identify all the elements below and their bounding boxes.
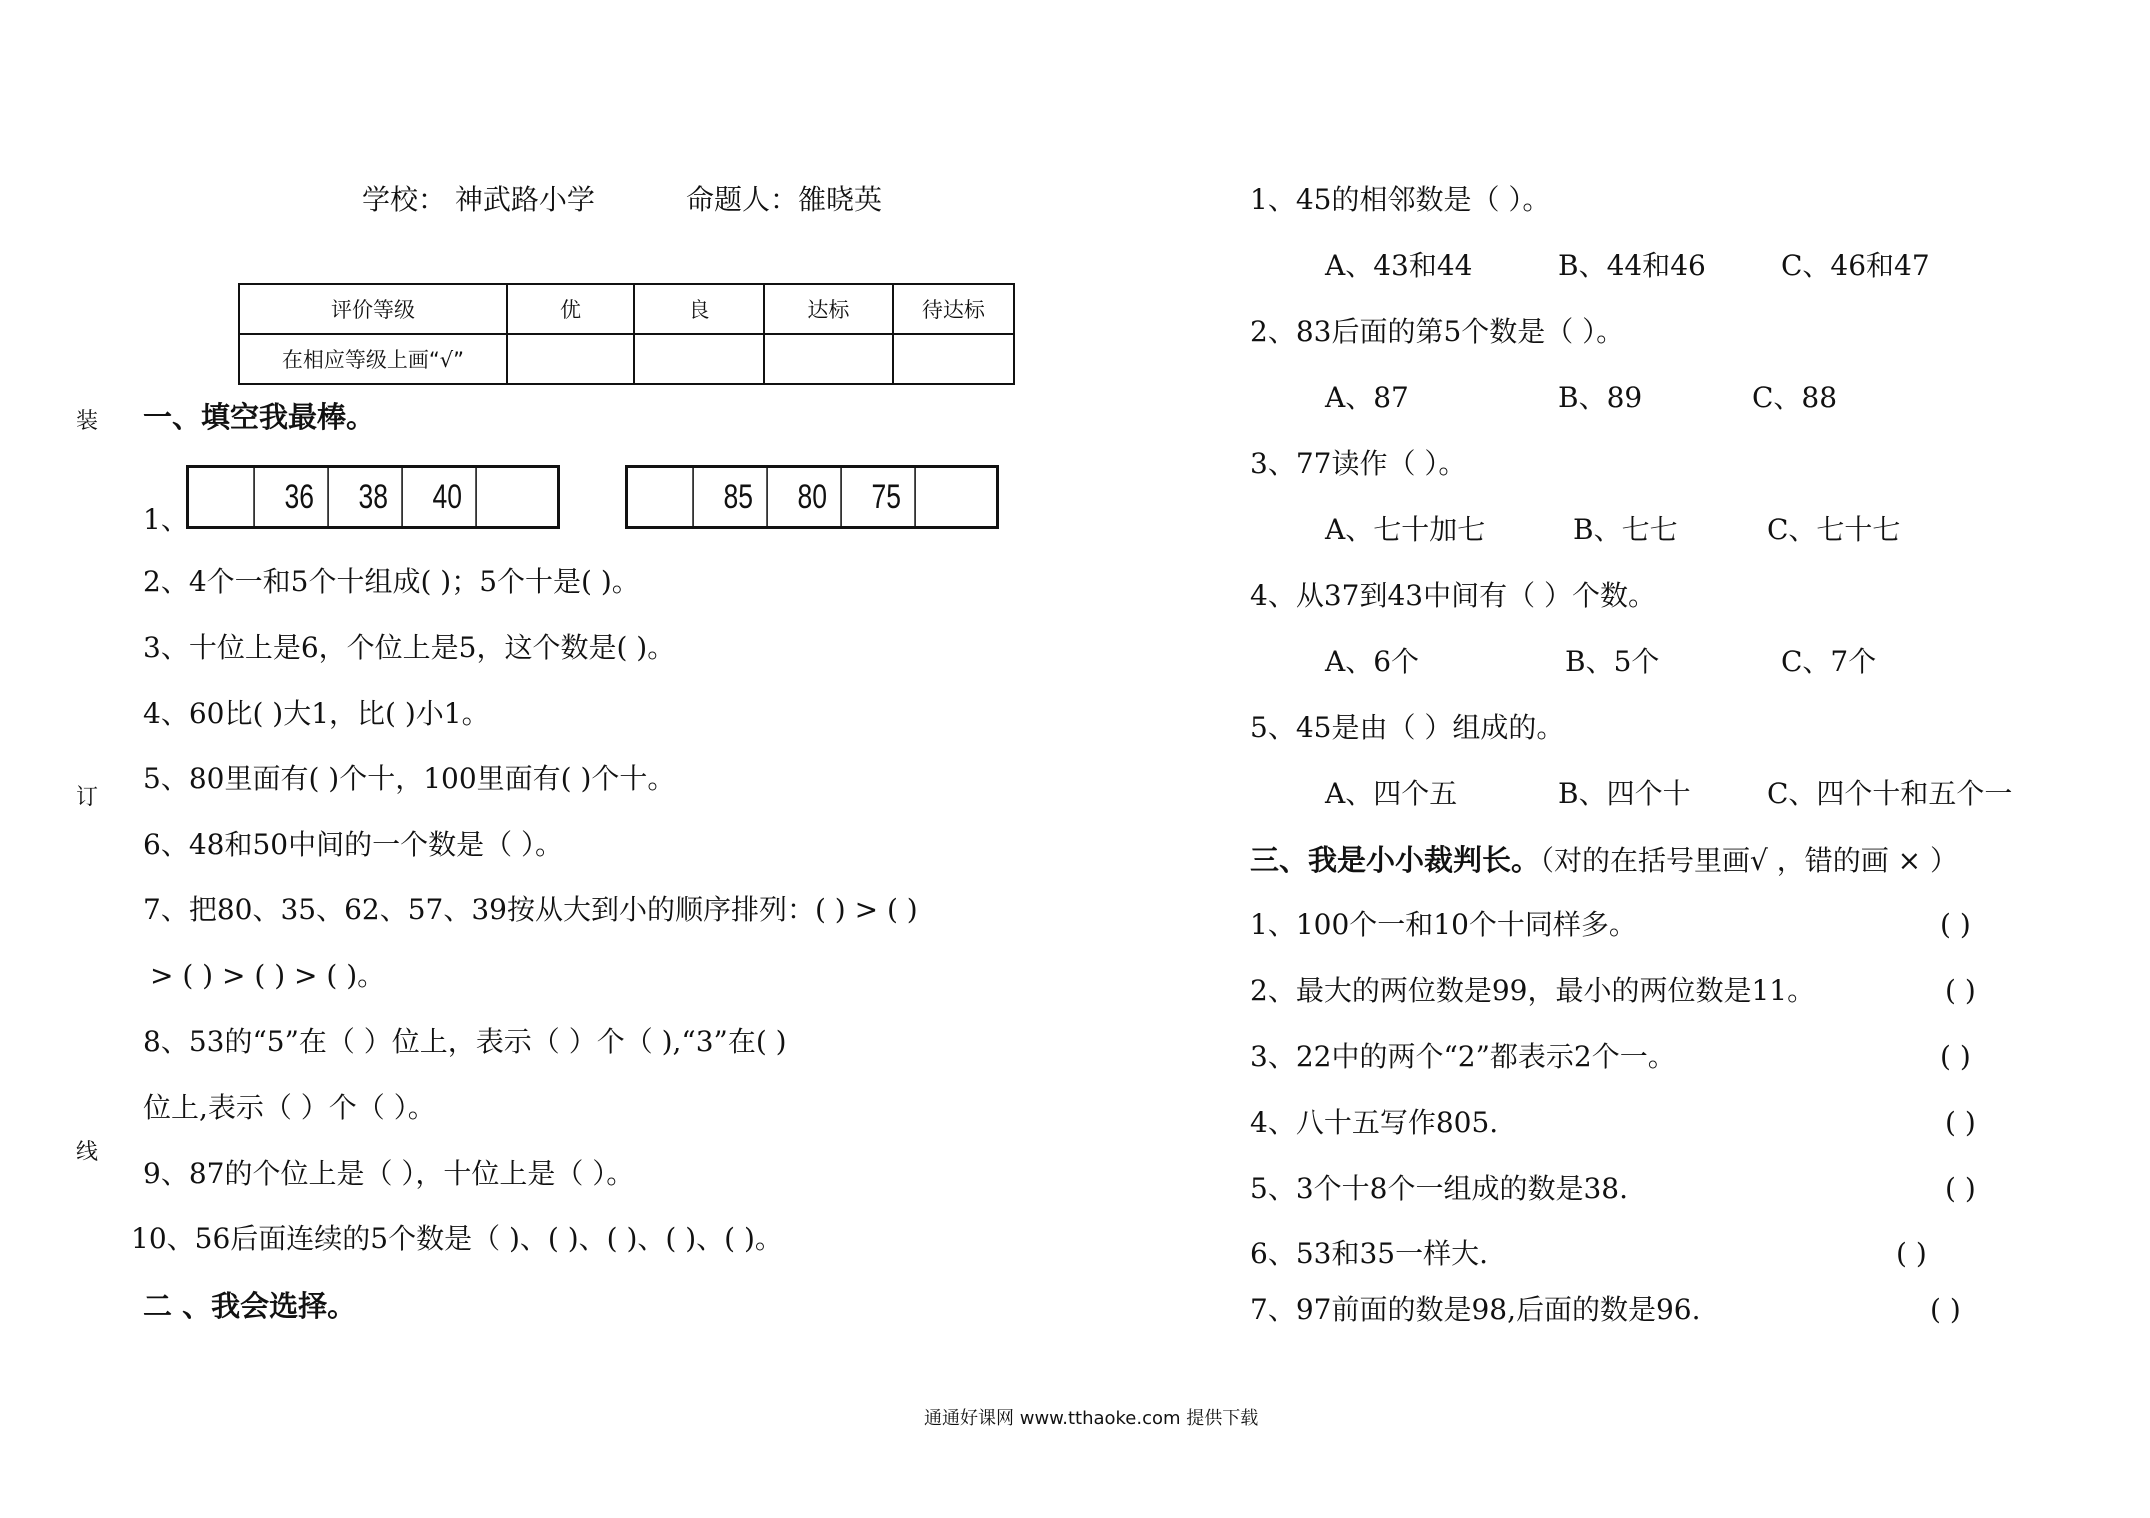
- question-10: 10、56后面连续的5个数是（ )、( )、( )、( )、( )。: [131, 1222, 783, 1255]
- grade-header-cell: 良: [634, 284, 764, 334]
- question-7-line1: 7、把80、35、62、57、39按从大到小的顺序排列：( ) > ( ): [143, 893, 918, 926]
- side-mark-ding: 订: [76, 785, 99, 810]
- grade-mark-cell[interactable]: [893, 334, 1014, 384]
- judge-item: 3、22中的两个“2”都表示2个一。: [1250, 1040, 1676, 1073]
- section3-title: 三、我是小小裁判长。: [1250, 843, 1541, 877]
- seq2-cell[interactable]: [636, 468, 694, 526]
- choice-option[interactable]: A、87: [1325, 381, 1409, 414]
- section2-title: 二 、我会选择。: [143, 1289, 357, 1323]
- choice-option[interactable]: A、43和44: [1325, 249, 1473, 282]
- judge-bracket[interactable]: ( ): [1945, 1106, 1976, 1139]
- seq2-cell: 80: [784, 468, 842, 526]
- grade-table-header-row: [239, 284, 1014, 334]
- choice-option[interactable]: C、46和47: [1781, 249, 1930, 282]
- grade-row-label: 在相应等级上画“√”: [239, 334, 507, 384]
- q1-label: 1、: [143, 503, 189, 536]
- seq2-cell: 85: [710, 468, 768, 526]
- grade-mark-cell[interactable]: [507, 334, 634, 384]
- grade-header-cell: 待达标: [893, 284, 1014, 334]
- question-2: 2、4个一和5个十组成( )；5个十是( )。: [143, 565, 640, 598]
- seq1-cell[interactable]: [197, 468, 255, 526]
- question-4: 4、60比( )大1，比( )小1。: [143, 697, 490, 730]
- choice-option[interactable]: B、七七: [1573, 513, 1678, 546]
- choice-option[interactable]: A、七十加七: [1325, 513, 1486, 546]
- grade-header-cell: 达标: [764, 284, 893, 334]
- judge-bracket[interactable]: ( ): [1896, 1237, 1927, 1270]
- judge-item: 4、八十五写作805.: [1250, 1106, 1499, 1139]
- question-3: 3、十位上是6，个位上是5，这个数是( )。: [143, 631, 676, 664]
- section1-title: 一、填空我最棒。: [143, 400, 376, 434]
- judge-bracket[interactable]: ( ): [1940, 908, 1971, 941]
- judge-item: 6、53和35一样大.: [1250, 1237, 1488, 1270]
- choice-question-1: 1、45的相邻数是（ ）。: [1250, 183, 1551, 216]
- section3-subtitle: （对的在括号里画√ ，错的画 × ）: [1540, 844, 1959, 877]
- judge-bracket[interactable]: ( ): [1945, 1172, 1976, 1205]
- side-mark-xian: 线: [76, 1140, 99, 1165]
- question-6: 6、48和50中间的一个数是（ ）。: [143, 828, 563, 861]
- question-5: 5、80里面有( )个十，100里面有( )个十。: [143, 762, 676, 795]
- choice-question-5: 5、45是由（ ）组成的。: [1250, 711, 1565, 744]
- question-9: 9、87的个位上是（ ），十位上是（ ）。: [143, 1157, 635, 1190]
- choice-option[interactable]: C、88: [1752, 381, 1838, 414]
- judge-item: 5、3个十8个一组成的数是38.: [1250, 1172, 1628, 1205]
- grade-mark-cell[interactable]: [634, 334, 764, 384]
- section3-heading: [1250, 843, 1959, 877]
- choice-option[interactable]: B、四个十: [1558, 777, 1691, 810]
- judge-bracket[interactable]: ( ): [1940, 1040, 1971, 1073]
- footer-credit: 通通好课网 www.tthaoke.com 提供下载: [924, 1408, 1259, 1429]
- choice-option[interactable]: B、5个: [1565, 645, 1660, 678]
- choice-question-2: 2、83后面的第5个数是（ ）。: [1250, 315, 1625, 348]
- choice-option[interactable]: A、6个: [1325, 645, 1420, 678]
- author-label: 命题人：雒晓英: [686, 183, 883, 216]
- choice-question-4: 4、从37到43中间有（ ）个数。: [1250, 579, 1656, 612]
- number-sequence-2: [625, 465, 999, 529]
- seq1-cell: 40: [419, 468, 477, 526]
- seq2-cell[interactable]: [932, 468, 988, 526]
- school-label: 学校： 神武路小学: [362, 183, 595, 216]
- choice-option[interactable]: A、四个五: [1325, 777, 1458, 810]
- judge-bracket[interactable]: ( ): [1930, 1293, 1961, 1326]
- seq1-cell: 38: [345, 468, 403, 526]
- number-sequence-1: [186, 465, 560, 529]
- grade-header-cell: 优: [507, 284, 634, 334]
- grade-table: [238, 283, 1015, 385]
- judge-item: 1、100个一和10个十同样多。: [1250, 908, 1637, 941]
- question-8-line1: 8、53的“5”在（ ）位上，表示（ ）个（ ),“3”在( ): [143, 1025, 787, 1058]
- choice-option[interactable]: B、89: [1558, 381, 1643, 414]
- seq2-cell: 75: [858, 468, 916, 526]
- judge-item: 7、97前面的数是98,后面的数是96.: [1250, 1293, 1701, 1326]
- grade-header-cell: 评价等级: [239, 284, 507, 334]
- choice-option[interactable]: B、44和46: [1558, 249, 1706, 282]
- side-mark-zhuang: 装: [76, 409, 99, 434]
- question-7-line2: > ( ) > ( ) > ( )。: [150, 959, 386, 992]
- judge-item: 2、最大的两位数是99，最小的两位数是11。: [1250, 974, 1816, 1007]
- grade-table-mark-row: [239, 334, 1014, 384]
- judge-bracket[interactable]: ( ): [1945, 974, 1976, 1007]
- question-8-line2: 位上,表示（ ）个（ ）。: [143, 1091, 436, 1124]
- choice-option[interactable]: C、四个十和五个一: [1767, 777, 2013, 810]
- choice-option[interactable]: C、7个: [1781, 645, 1877, 678]
- grade-mark-cell[interactable]: [764, 334, 893, 384]
- choice-option[interactable]: C、七十七: [1767, 513, 1901, 546]
- seq1-cell: 36: [271, 468, 329, 526]
- seq1-cell[interactable]: [493, 468, 549, 526]
- choice-question-3: 3、77读作（ ）。: [1250, 447, 1467, 480]
